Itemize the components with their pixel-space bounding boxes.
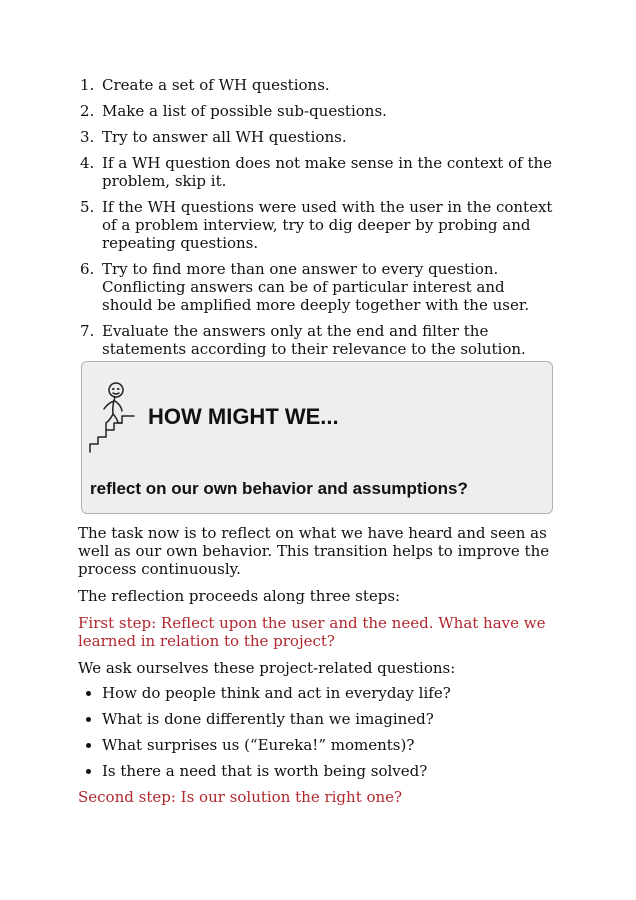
list-item: 5. If the WH questions were used with the user in the context of a problem interview, try to dig deeper by probing and repeating questions.: [80, 198, 553, 252]
bullet-icon: [86, 717, 91, 722]
bullet-icon: [86, 691, 91, 696]
list-item: How do people think and act in everyday life?: [78, 684, 558, 702]
bullet-icon: [86, 743, 91, 748]
stick-figure-climbing-stairs-icon: [88, 378, 136, 456]
list-item: 7. Evaluate the answers only at the end and filter the statements according to their relevance to the solution.: [80, 322, 526, 358]
paragraph: We ask ourselves these project-related questions:: [78, 659, 456, 677]
list-item: 4. If a WH question does not make sense in the context of the problem, skip it.: [80, 154, 553, 190]
list-item: 2. Make a list of possible sub-questions.: [80, 102, 387, 120]
paragraph: The task now is to reflect on what we have heard and seen as well as our own behavior. This transition helps to improve the process continuously.: [78, 524, 550, 578]
hmw-question: reflect on our own behavior and assumptions?: [90, 479, 468, 498]
step-heading-2: Second step: Is our solution the right one?: [78, 788, 403, 806]
numbered-list: [78, 76, 558, 358]
step-heading-1: First step: Reflect upon the user and the need. What have we learned in relation to the project?: [78, 614, 546, 650]
list-item: Is there a need that is worth being solved?: [78, 762, 558, 780]
hmw-title: HOW MIGHT WE...: [148, 404, 339, 429]
list-item: What is done differently than we imagined?: [78, 710, 558, 728]
bullet-icon: [86, 769, 91, 774]
list-item: 1. Create a set of WH questions.: [80, 76, 330, 94]
list-item: 6. Try to find more than one answer to every question. Conflicting answers can be of particular interest and should be amplified more deeply together with the user.: [80, 260, 530, 314]
how-might-we-box: [81, 361, 553, 514]
document-page: [78, 76, 558, 806]
list-item: What surprises us (“Eureka!” moments)?: [78, 736, 558, 754]
list-item: 3. Try to answer all WH questions.: [80, 128, 347, 146]
bullet-list: [78, 684, 558, 780]
paragraph: The reflection proceeds along three steps:: [78, 587, 401, 605]
